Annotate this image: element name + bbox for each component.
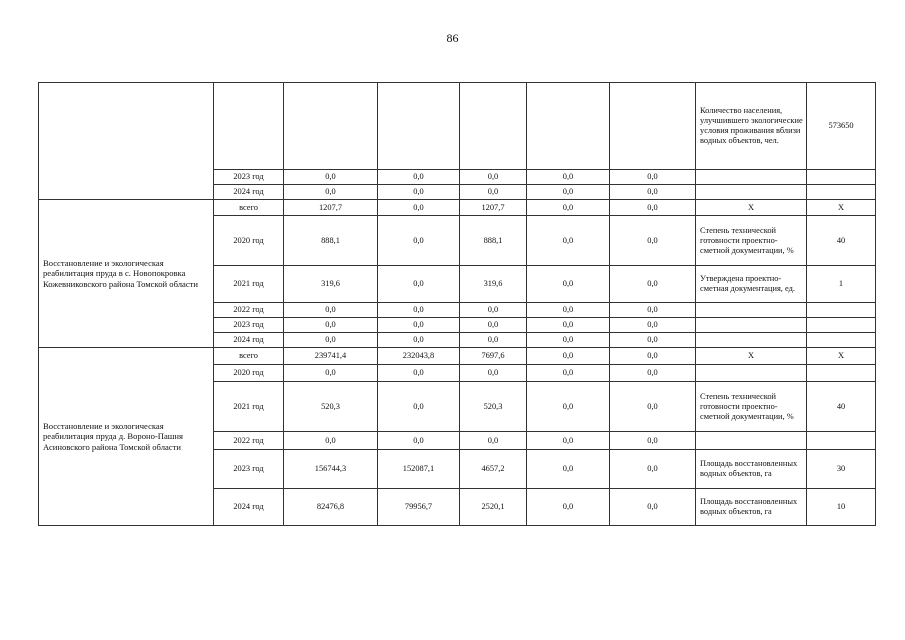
value-cell: 152087,1 [378,450,460,489]
value-cell: 0,0 [378,382,460,432]
indicator-value-cell: X [807,348,876,365]
indicator-cell [696,432,807,450]
value-cell: 0,0 [460,432,527,450]
value-cell: 0,0 [610,365,696,382]
indicator-cell: Степень технической готовности проектно-сметной документации, % [696,382,807,432]
period-cell: 2022 год [214,303,284,318]
total-cell: 0,0 [284,303,378,318]
value-cell: 0,0 [610,318,696,333]
period-cell: 2023 год [214,318,284,333]
period-cell: 2021 год [214,382,284,432]
indicator-cell: Количество населения, улучшившего экологические условия проживания вблизи водных объектов, чел. [696,83,807,170]
period-cell: 2020 год [214,365,284,382]
value-cell: 0,0 [378,333,460,348]
page-number: 86 [446,31,459,45]
indicator-value-cell [807,318,876,333]
value-cell: 0,0 [527,348,610,365]
value-cell: 0,0 [378,318,460,333]
period-cell: 2024 год [214,489,284,526]
indicator-value-cell: X [807,200,876,216]
value-cell: 0,0 [378,432,460,450]
project-name-cell: Восстановление и экологическая реабилитация пруда в с. Новопокровка Кожевниковского района Томской области [39,200,214,348]
indicator-value-cell [807,303,876,318]
value-cell: 0,0 [610,489,696,526]
total-cell: 0,0 [284,365,378,382]
value-cell: 319,6 [460,266,527,303]
total-cell: 156744,3 [284,450,378,489]
total-cell: 0,0 [284,185,378,200]
project-name-cell [39,83,214,200]
period-cell: 2022 год [214,432,284,450]
indicator-cell [696,303,807,318]
value-cell: 0,0 [610,170,696,185]
period-cell: 2023 год [214,450,284,489]
total-cell: 82476,8 [284,489,378,526]
value-cell: 0,0 [527,432,610,450]
value-cell: 0,0 [460,303,527,318]
value-cell: 0,0 [527,200,610,216]
indicator-value-cell: 1 [807,266,876,303]
value-cell: 4657,2 [460,450,527,489]
indicator-value-cell: 30 [807,450,876,489]
period-cell: 2020 год [214,216,284,266]
value-cell: 0,0 [610,216,696,266]
value-cell: 0,0 [527,266,610,303]
total-cell: 239741,4 [284,348,378,365]
value-cell: 0,0 [527,382,610,432]
indicator-value-cell: 40 [807,382,876,432]
value-cell: 0,0 [378,170,460,185]
value-cell: 0,0 [527,185,610,200]
indicator-value-cell [807,365,876,382]
value-cell: 0,0 [610,382,696,432]
value-cell: 0,0 [610,348,696,365]
indicator-value-cell: 10 [807,489,876,526]
indicator-cell [696,365,807,382]
budget-table [38,82,876,526]
value-cell: 0,0 [527,303,610,318]
indicator-value-cell [807,333,876,348]
value-cell: 0,0 [610,200,696,216]
value-cell: 0,0 [527,450,610,489]
period-cell: 2023 год [214,170,284,185]
total-cell: 0,0 [284,333,378,348]
period-cell: 2024 год [214,185,284,200]
value-cell: 0,0 [460,185,527,200]
indicator-cell: Степень технической готовности проектно-сметной документации, % [696,216,807,266]
total-cell: 0,0 [284,432,378,450]
value-cell: 7697,6 [460,348,527,365]
table-row [39,200,876,216]
period-cell: всего [214,200,284,216]
value-cell: 79956,7 [378,489,460,526]
total-cell: 0,0 [284,170,378,185]
indicator-cell: X [696,348,807,365]
indicator-value-cell [807,432,876,450]
value-cell: 0,0 [527,333,610,348]
total-cell: 520,3 [284,382,378,432]
indicator-value-cell: 40 [807,216,876,266]
value-cell: 0,0 [378,303,460,318]
value-cell: 0,0 [378,266,460,303]
value-cell: 2520,1 [460,489,527,526]
indicator-cell: Площадь восстановленных водных объектов, га [696,450,807,489]
value-cell: 0,0 [527,170,610,185]
indicator-cell: Площадь восстановленных водных объектов, га [696,489,807,526]
indicator-cell: Утверждена проектно-сметная документация, ед. [696,266,807,303]
total-cell: 1207,7 [284,200,378,216]
value-cell: 0,0 [610,432,696,450]
value-cell: 0,0 [610,266,696,303]
value-cell: 0,0 [527,365,610,382]
value-cell: 520,3 [460,382,527,432]
value-cell: 0,0 [378,185,460,200]
value-cell: 0,0 [610,333,696,348]
table-row [39,348,876,365]
total-cell: 319,6 [284,266,378,303]
value-cell: 0,0 [378,200,460,216]
indicator-cell [696,333,807,348]
value-cell: 0,0 [527,489,610,526]
value-cell: 0,0 [460,170,527,185]
period-cell: 2021 год [214,266,284,303]
indicator-cell [696,318,807,333]
value-cell: 0,0 [460,318,527,333]
value-cell: 0,0 [378,365,460,382]
value-cell: 232043,8 [378,348,460,365]
table-row [39,83,876,170]
period-cell: 2024 год [214,333,284,348]
value-cell: 0,0 [460,365,527,382]
value-cell: 888,1 [460,216,527,266]
value-cell: 0,0 [460,333,527,348]
total-cell: 888,1 [284,216,378,266]
period-cell: всего [214,348,284,365]
value-cell: 0,0 [378,216,460,266]
value-cell: 0,0 [610,303,696,318]
value-cell: 0,0 [610,185,696,200]
total-cell: 0,0 [284,318,378,333]
value-cell: 1207,7 [460,200,527,216]
indicator-cell: X [696,200,807,216]
project-name-cell: Восстановление и экологическая реабилитация пруда д. Вороно-Пашня Асиновского района Томской области [39,348,214,526]
value-cell: 0,0 [527,318,610,333]
indicator-value-cell: 573650 [807,83,876,170]
value-cell: 0,0 [527,216,610,266]
value-cell: 0,0 [610,450,696,489]
